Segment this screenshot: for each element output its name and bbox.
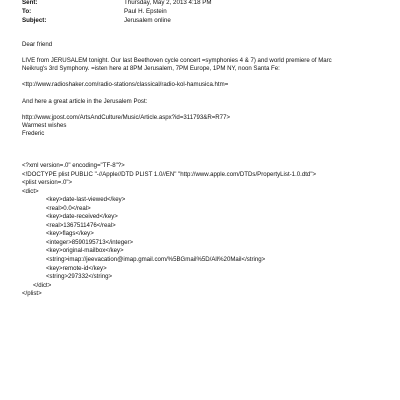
body-paragraph-line: Neikrug's 3rd Symphony. =isten here at 8PM Jerusalem, 7PM Europe, 1PM NY, noon Santa Fe: <box>22 65 280 73</box>
article-link[interactable]: http://www.jpost.com/ArtsAndCulture/Music/Article.aspx?id=311793&R=R77> <box>22 113 231 121</box>
radio-link[interactable]: <ttp://www.radioshaker.com/radio-stations/classical/radio-kol-hamusica.htm= <box>22 81 229 89</box>
xml-line: </plist> <box>22 290 42 298</box>
xml-line: <integer>8590195713</integer> <box>46 238 134 246</box>
subject-label: Subject: <box>22 17 47 24</box>
xml-line: <key>remote-id</key> <box>46 264 107 272</box>
subject-value: Jerusalem online <box>124 17 171 24</box>
xml-line: <!DOCTYPE plist PUBLIC "-//Apple//DTD PLIST 1.0//EN" "http://www.apple.com/DTDs/PropertyList-1.0.dtd"> <box>22 170 317 178</box>
xml-line: <plist version=.0"> <box>22 179 73 187</box>
xml-metadata-block <box>22 162 382 299</box>
xml-line: <key>date-received</key> <box>46 213 118 221</box>
email-body <box>22 41 382 138</box>
xml-line: <real>1367511476</real> <box>46 221 116 229</box>
xml-line: <real>0.0</real> <box>46 204 91 212</box>
to-label: To: <box>22 8 32 15</box>
xml-line: </dict> <box>33 281 52 289</box>
xml-line: <string>imap://jeevacation@imap.gmail.com/%5BGmail%5D/All%20Mail</string> <box>46 256 266 264</box>
body-paragraph: And here a great article in the Jerusalem Post: <box>22 97 148 105</box>
greeting: Dear friend <box>22 41 53 48</box>
xml-line: <string>297332</string> <box>46 273 113 281</box>
sent-value: Thursday, May 2, 2013 4:18 PM <box>124 0 212 6</box>
xml-line: <?xml version=.0" encoding="TF-8"?> <box>22 162 125 169</box>
signature: Frederic <box>22 130 45 138</box>
xml-line: <dict> <box>22 187 39 195</box>
sent-label: Sent: <box>22 0 38 6</box>
xml-line: <key>original-mailbox</key> <box>46 247 124 255</box>
closing: Warmest wishes <box>22 121 67 129</box>
to-value: Paul H. Epstein <box>124 8 167 15</box>
xml-line: <key>flags</key> <box>46 230 94 238</box>
xml-line: <key>date-last-viewed</key> <box>46 196 126 204</box>
body-paragraph-line: LIVE from JERUSALEM tonight. Our last Beethoven cycle concert =symphonies 4 & 7) and world premiere of Marc <box>22 57 332 65</box>
